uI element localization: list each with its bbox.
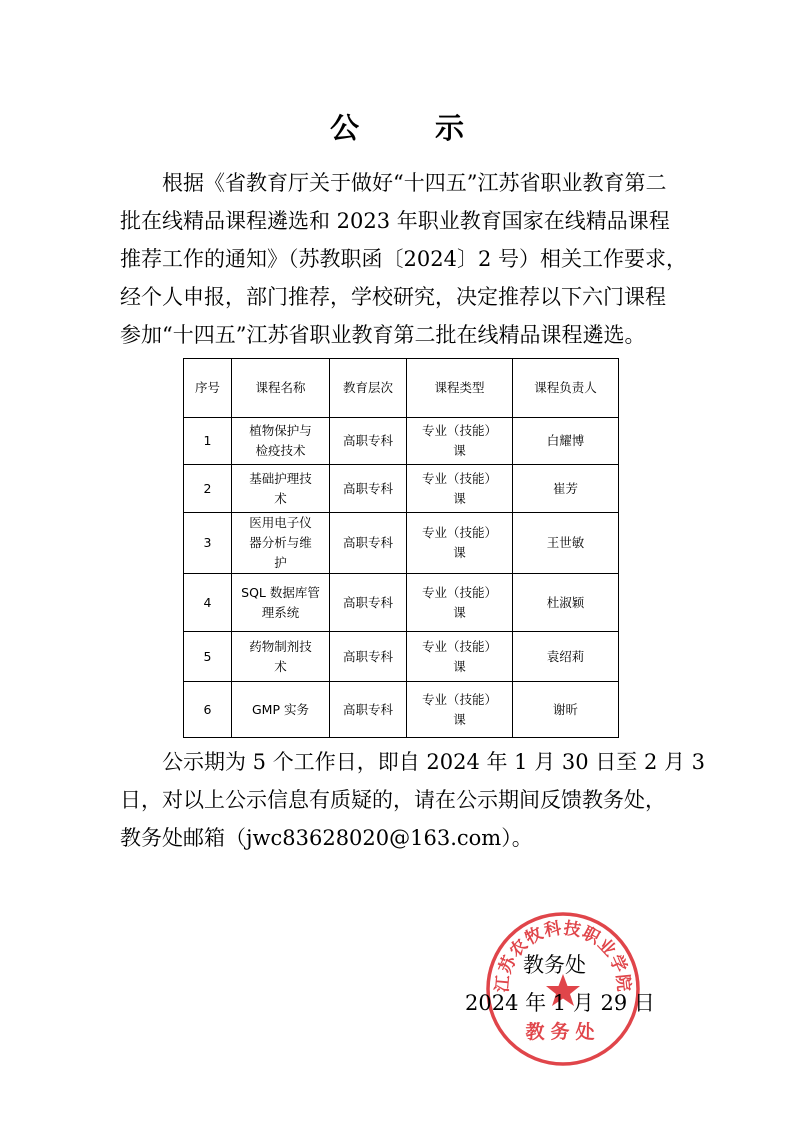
table-row xyxy=(184,418,619,465)
cell-course-type: 专业（技能） 课 xyxy=(407,513,513,574)
cell-education-level: 高职专科 xyxy=(330,574,407,632)
seal-top-text: 江苏农牧科技职业学院 xyxy=(492,918,634,994)
cell-course-name: SQL 数据库管 理系统 xyxy=(232,574,330,632)
header-course-type: 课程类型 xyxy=(407,359,513,418)
intro-line: 根据《省教育厅关于做好“十四五”江苏省职业教育第二 xyxy=(162,171,667,195)
cell-no: 3 xyxy=(184,513,232,574)
cell-owner: 白耀博 xyxy=(513,418,619,465)
table-header-row xyxy=(184,359,619,418)
cell-no: 5 xyxy=(184,632,232,682)
cell-no: 6 xyxy=(184,682,232,738)
cell-no: 1 xyxy=(184,418,232,465)
cell-no: 4 xyxy=(184,574,232,632)
cell-course-name: 基础护理技 术 xyxy=(232,465,330,513)
page-title xyxy=(0,106,794,147)
table-row xyxy=(184,465,619,513)
table-row xyxy=(184,574,619,632)
table-row xyxy=(184,632,619,682)
notice-paragraph xyxy=(120,743,706,857)
cell-course-type: 专业（技能） 课 xyxy=(407,574,513,632)
cell-course-name: GMP 实务 xyxy=(232,682,330,738)
cell-education-level: 高职专科 xyxy=(330,465,407,513)
intro-line: 经个人申报，部门推荐，学校研究，决定推荐以下六门课程 xyxy=(120,285,666,309)
cell-education-level: 高职专科 xyxy=(330,418,407,465)
cell-course-type: 专业（技能） 课 xyxy=(407,418,513,465)
cell-course-name: 植物保护与 检疫技术 xyxy=(232,418,330,465)
cell-owner: 杜淑颖 xyxy=(513,574,619,632)
cell-owner: 谢昕 xyxy=(513,682,619,738)
cell-education-level: 高职专科 xyxy=(330,632,407,682)
cell-course-name: 医用电子仪 器分析与维 护 xyxy=(232,513,330,574)
cell-owner: 袁绍莉 xyxy=(513,632,619,682)
notice-line: 日，对以上公示信息有质疑的，请在公示期间反馈教务处， xyxy=(120,788,666,812)
cell-education-level: 高职专科 xyxy=(330,513,407,574)
cell-course-name: 药物制剂技 术 xyxy=(232,632,330,682)
table-row xyxy=(184,682,619,738)
header-education-level: 教育层次 xyxy=(330,359,407,418)
header-owner: 课程负责人 xyxy=(513,359,619,418)
cell-course-type: 专业（技能） 课 xyxy=(407,632,513,682)
course-table xyxy=(183,358,619,738)
cell-owner: 王世敏 xyxy=(513,513,619,574)
table-body xyxy=(184,418,619,738)
signature-office: 教务处 xyxy=(523,953,586,977)
intro-line: 批在线精品课程遴选和 2023 年职业教育国家在线精品课程 xyxy=(120,209,670,233)
table-row xyxy=(184,513,619,574)
notice-line: 公示期为 5 个工作日，即自 2024 年 1 月 30 日至 2 月 3 xyxy=(162,750,706,774)
seal-bottom-text: 教务处 xyxy=(525,1021,601,1043)
title-char-1: 公 xyxy=(329,111,359,145)
notice-line: 教务处邮箱（jwc83628020@163.com）。 xyxy=(120,826,533,850)
cell-course-type: 专业（技能） 课 xyxy=(407,465,513,513)
header-course-name: 课程名称 xyxy=(232,359,330,418)
intro-paragraph xyxy=(120,164,687,354)
cell-course-type: 专业（技能） 课 xyxy=(407,682,513,738)
signature-date: 2024 年 1 月 29 日 xyxy=(465,991,655,1015)
header-no: 序号 xyxy=(184,359,232,418)
title-char-2: 示 xyxy=(435,111,465,145)
intro-line: 推荐工作的通知》（苏教职函〔2024〕2 号）相关工作要求， xyxy=(120,247,687,271)
intro-line: 参加“十四五”江苏省职业教育第二批在线精品课程遴选。 xyxy=(120,323,646,347)
cell-no: 2 xyxy=(184,465,232,513)
cell-owner: 崔芳 xyxy=(513,465,619,513)
cell-education-level: 高职专科 xyxy=(330,682,407,738)
